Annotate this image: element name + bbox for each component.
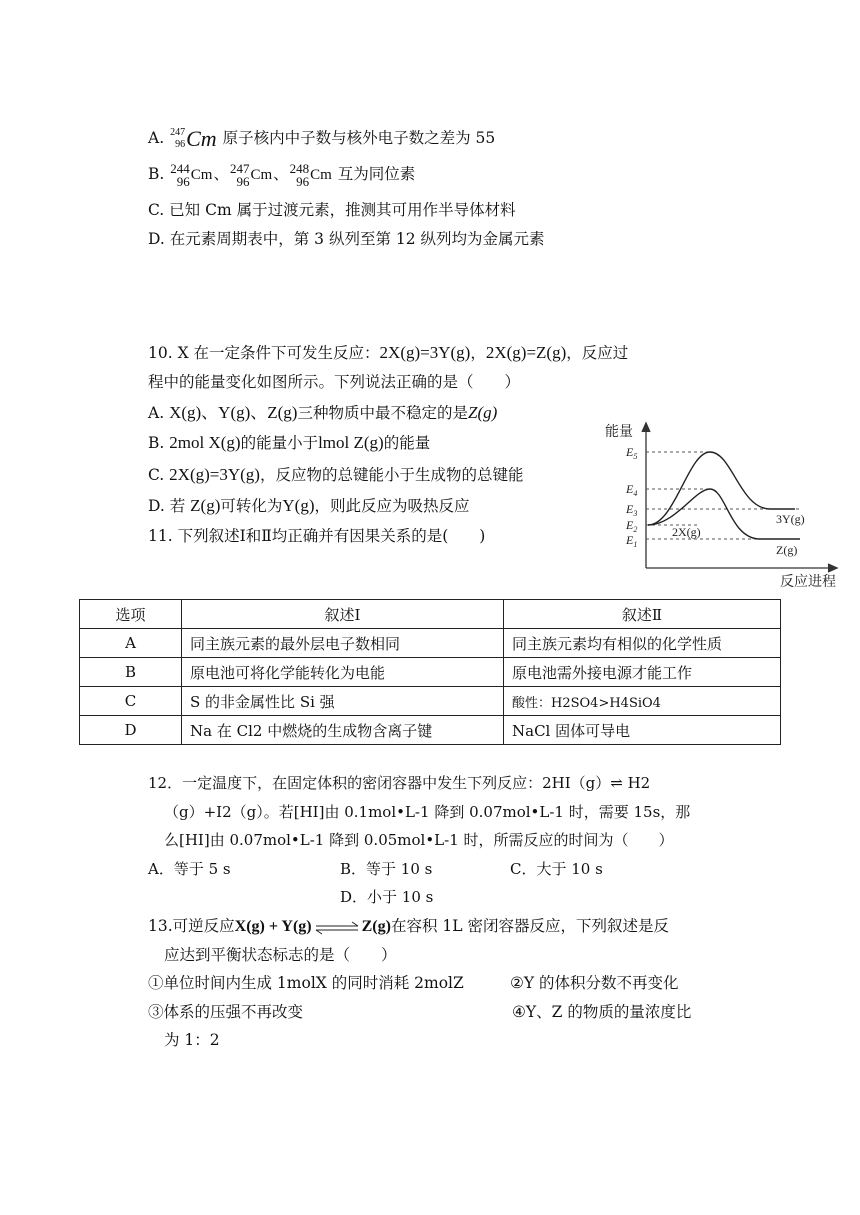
text: 在容积 1L 密闭容器反应，下列叙述是反 — [390, 917, 669, 935]
table-header-row — [80, 600, 781, 629]
mass-number: 244 — [170, 161, 190, 176]
q9-a-text: 原子核内中子数与核外电子数之差为 55 — [222, 129, 496, 147]
x-axis-arrow — [828, 564, 837, 572]
equation: 2mol X(g) — [169, 433, 241, 452]
q10-option-d — [148, 496, 470, 516]
isotope-cm-244 — [170, 162, 212, 188]
prefix: A. — [148, 404, 165, 422]
q13-item-4-cont: 为 1：2 — [164, 1031, 220, 1049]
text: 的能量 — [383, 434, 431, 452]
curve-label-2x: 2X(g) — [672, 525, 701, 539]
level-label-e2: $E_2$ — [626, 518, 638, 534]
text: ，则此反应为吸热反应 — [314, 497, 470, 515]
element-symbol: Cm — [190, 167, 213, 183]
cell-statement-1: S 的非金属性比 Si 强 — [182, 687, 504, 716]
energy-diagram — [600, 418, 850, 593]
q9-option-b — [148, 162, 415, 188]
equation: 2X(g)=3Y(g) — [379, 343, 471, 362]
separator: 、 — [273, 165, 289, 183]
q12-stem-line3: 么[HI]由 0.07mol•L-1 降到 0.05mol•L-1 时，所需反应的时间为（ ） — [164, 831, 674, 849]
q11-table — [79, 599, 781, 745]
level-label-e5: $E_5$ — [626, 445, 638, 461]
text: 13.可逆反应 — [148, 917, 235, 935]
isotope-cm-247b — [230, 162, 272, 188]
equation: Z(g) — [190, 496, 221, 515]
x-axis-label: 反应进程 — [780, 574, 836, 590]
table-row — [80, 687, 781, 716]
reactants: X(g) + Y(g) — [234, 918, 312, 935]
q12-option-c: C．大于 10 s — [510, 860, 603, 878]
text: ，反应过 — [566, 344, 629, 362]
y-axis-label: 能量 — [605, 424, 633, 440]
q13-stem-line2: 应达到平衡状态标志的是（ ） — [164, 946, 397, 964]
cell-option: C — [80, 687, 182, 716]
reversible-arrow-icon — [314, 920, 360, 934]
q12-stem-line1: 12．一定温度下，在固定体积的密闭容器中发生下列反应：2HI（g）⇌ H2 — [148, 774, 651, 792]
mass-number: 247 — [170, 127, 186, 138]
q9-option-d: D. 在元素周期表中，第 3 纵列至第 12 纵列均为金属元素 — [148, 230, 545, 248]
atomic-number: 96 — [175, 139, 186, 150]
level-label-e1: $E_1$ — [626, 533, 638, 549]
q13-item-2: ②Y 的体积分数不再变化 — [510, 974, 679, 992]
q10-option-a — [148, 403, 497, 423]
equation: lmol Z(g) — [318, 433, 384, 452]
level-label-e4: $E_4$ — [626, 482, 638, 498]
text: ， — [470, 344, 486, 362]
curve-label-z: Z(g) — [776, 543, 798, 557]
text: 的能量小于 — [240, 434, 319, 452]
cell-statement-1: 同主族元素的最外层电子数相同 — [182, 629, 504, 658]
y-axis-arrow — [642, 423, 650, 432]
atomic-number: 96 — [236, 174, 250, 189]
q9-b-text: 互为同位素 — [337, 165, 416, 183]
atomic-number: 96 — [176, 174, 190, 189]
text: ，反应物的总键能小于生成物的总键能 — [259, 466, 524, 484]
mass-number: 248 — [289, 161, 310, 176]
q9-a-prefix: A. — [148, 129, 165, 147]
q12-option-a: A．等于 5 s — [148, 860, 231, 878]
cell-option: A — [80, 629, 182, 658]
prefix: C. — [148, 466, 165, 484]
isotope-cm-248 — [290, 162, 332, 188]
q12-option-b: B．等于 10 s — [340, 860, 433, 878]
q10-option-b — [148, 433, 430, 453]
equation: 2X(g)=3Y(g) — [169, 465, 260, 484]
cell-statement-2: NaCl 固体可导电 — [504, 716, 781, 745]
equation: Z(g) — [467, 403, 498, 422]
q12-stem-line2: （g）+I2（g）。若[HI]由 0.1mol•L-1 降到 0.07mol•L-1 时，需要 15s，那 — [164, 803, 691, 821]
cell-statement-2: 原电池需外接电源才能工作 — [504, 658, 781, 687]
header-statement-2: 叙述Ⅱ — [504, 600, 781, 629]
mass-number: 247 — [229, 161, 250, 176]
cell-statement-2: 酸性：H2SO4>H4SiO4 — [504, 687, 781, 716]
q13-item-4: ④Y、Z 的物质的量浓度比 — [512, 1003, 692, 1021]
q13-stem-line1 — [148, 916, 669, 937]
cell-option: B — [80, 658, 182, 687]
equation: 2X(g)=Z(g) — [485, 343, 567, 362]
q9-option-a — [148, 127, 495, 151]
cell-option: D — [80, 716, 182, 745]
product: Z(g) — [361, 918, 391, 935]
equation: X(g)、Y(g)、Z(g) — [169, 403, 298, 422]
q11-stem: 11. 下列叙述Ⅰ和Ⅱ均正确并有因果关系的是( ) — [148, 527, 486, 545]
text: 可转化为 — [220, 497, 283, 515]
atomic-number: 96 — [296, 174, 310, 189]
text: 三种物质中最不稳定的是 — [297, 404, 468, 422]
q9-option-c: C. 已知 Cm 属于过渡元素，推测其可用作半导体材料 — [148, 201, 516, 219]
level-label-e3: $E_3$ — [626, 502, 638, 518]
q13-item-3: ③体系的压强不再改变 — [148, 1003, 304, 1021]
prefix: D. 若 — [148, 497, 186, 515]
q10-stem-line1 — [148, 343, 628, 363]
cell-statement-1: Na 在 Cl2 中燃烧的生成物含离子键 — [182, 716, 504, 745]
q13-item-1: ①单位时间内生成 1molX 的同时消耗 2molZ — [148, 974, 464, 992]
q10-stem-line2: 程中的能量变化如图所示。下列说法正确的是（ ） — [148, 373, 521, 391]
cell-statement-1: 原电池可将化学能转化为电能 — [182, 658, 504, 687]
isotope-cm-247 — [170, 127, 217, 151]
element-symbol: Cm — [186, 126, 217, 151]
element-symbol: Cm — [250, 167, 273, 183]
header-statement-1: 叙述Ⅰ — [182, 600, 504, 629]
table-row — [80, 716, 781, 745]
text: 10. X 在一定条件下可发生反应： — [148, 344, 380, 362]
separator: 、 — [213, 165, 229, 183]
q12-option-d: D．小于 10 s — [340, 888, 434, 906]
table-row — [80, 658, 781, 687]
q9-b-prefix: B. — [148, 165, 165, 183]
element-symbol: Cm — [310, 167, 332, 183]
q10-option-c — [148, 465, 523, 485]
header-option: 选项 — [80, 600, 182, 629]
prefix: B. — [148, 434, 165, 452]
equation: Y(g) — [282, 496, 315, 515]
cell-statement-2: 同主族元素均有相似的化学性质 — [504, 629, 781, 658]
table-row — [80, 629, 781, 658]
curve-label-3y: 3Y(g) — [776, 512, 805, 526]
